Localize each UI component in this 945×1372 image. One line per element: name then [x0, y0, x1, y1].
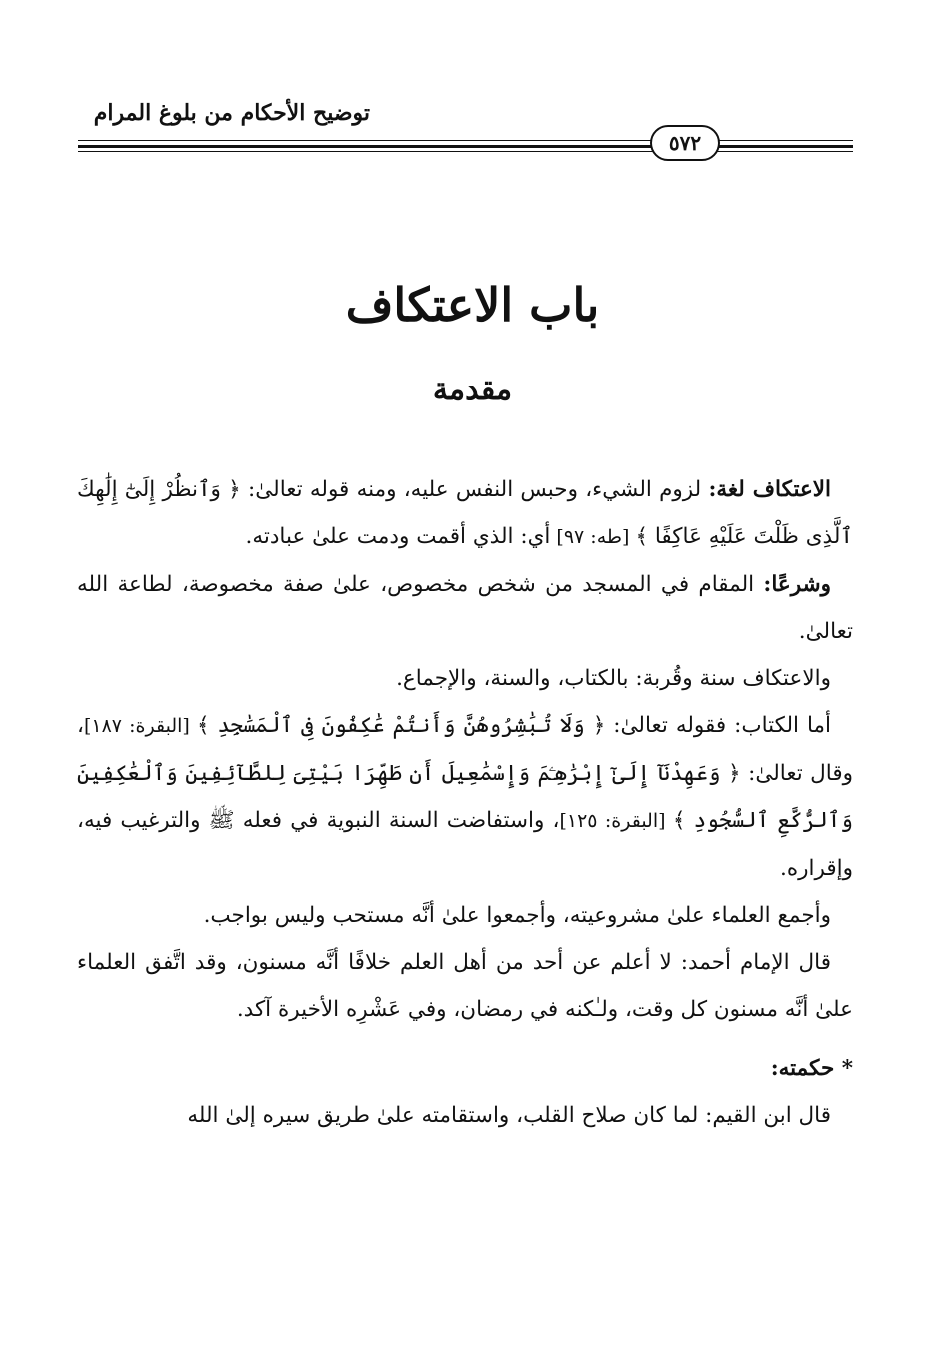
term-definition-label: الاعتكاف لغة: [708, 477, 832, 502]
paragraph-text: والاعتكاف سنة وقُربة: بالكتاب، والسنة، والإجماع. [396, 666, 831, 691]
page-number: ٥٧٢ [650, 125, 720, 161]
quran-verse: ﴿ وَٱنظُرْ إِلَىٰٓ إِلَٰهِكَ ٱلَّذِى ظَلْتَ عَلَيْهِ عَاكِفًا ﴾ [77, 477, 853, 549]
verse-reference: [طه: ٩٧] [550, 526, 636, 548]
paragraph-text: أما الكتاب: فقوله تعالىٰ: [605, 713, 832, 738]
term-definition-label: وشرعًا: [763, 572, 831, 597]
paragraph [77, 655, 853, 702]
paragraph [77, 1092, 853, 1139]
running-title: توضيح الأحكام من بلوغ المرام [93, 100, 370, 126]
paragraph [77, 561, 853, 655]
paragraph [77, 466, 853, 561]
header-rule-line [78, 151, 853, 152]
paragraph [77, 892, 853, 939]
paragraph-text: قال ابن القيم: لما كان صلاح القلب، واستقامته علىٰ طريق سيره إلىٰ الله [187, 1103, 831, 1128]
header-rule-line [78, 140, 853, 141]
header-rule-line [78, 145, 853, 148]
subheading-text: حكمته: [770, 1056, 835, 1081]
verse-reference: [البقرة: ١٨٧] [83, 715, 197, 737]
asterisk-icon: * [841, 1056, 853, 1081]
chapter-title: باب الاعتكاف [345, 278, 600, 332]
paragraph [77, 702, 853, 892]
quran-verse: ﴿ وَعَهِدْنَآ إِلَىٰٓ إِبْرَٰهِـۧمَ وَإِسْمَٰعِيلَ أَن طَهِّرَا بَيْتِىَ لِلطَّآئِفِينَ وَٱلْعَٰكِفِينَ وَٱلرُّكَّعِ ٱلسُّجُودِ ﴾ [77, 761, 853, 833]
section-title: مقدمة [432, 372, 513, 407]
paragraph-text: وأجمع العلماء علىٰ مشروعيته، وأجمعوا علىٰ أنَّه مستحب وليس بواجب. [203, 903, 831, 928]
header-rule [78, 135, 853, 157]
verse-reference: [البقرة: ١٢٥] [559, 810, 673, 832]
paragraph-text: المقام في المسجد من شخص مخصوص، علىٰ صفة مخصوصة، لطاعة الله تعالىٰ. [77, 572, 853, 644]
subheading [77, 1045, 853, 1092]
paragraph-text: قال الإمام أحمد: لا أعلم عن أحد من أهل العلم خلافًا أنَّه مسنون، وقد اتَّفق العلماء علىٰ أنَّه مسنون كل وقت، ولـٰكنه في رمضان، وفي عَشْرِه الأخيرة آكد. [77, 950, 853, 1022]
paragraph-text: ، وقال تعالىٰ: [77, 713, 853, 786]
paragraph-text: لزوم الشيء، وحبس النفس عليه، ومنه قوله تعالىٰ: [240, 477, 709, 502]
quran-verse: ﴿ وَلَا تُبَٰشِرُوهُنَّ وَأَنتُمْ عَٰكِفُونَ فِى ٱلْمَسَٰجِدِ ﴾ [196, 713, 606, 738]
body-text [77, 466, 853, 1139]
paragraph [77, 939, 853, 1033]
paragraph-text: ، واستفاضت السنة النبوية في فعله ﷺ والترغيب فيه، وإقراره. [77, 808, 853, 881]
paragraph-text: أي: الذي أقمت ودمت علىٰ عبادته. [245, 524, 551, 549]
